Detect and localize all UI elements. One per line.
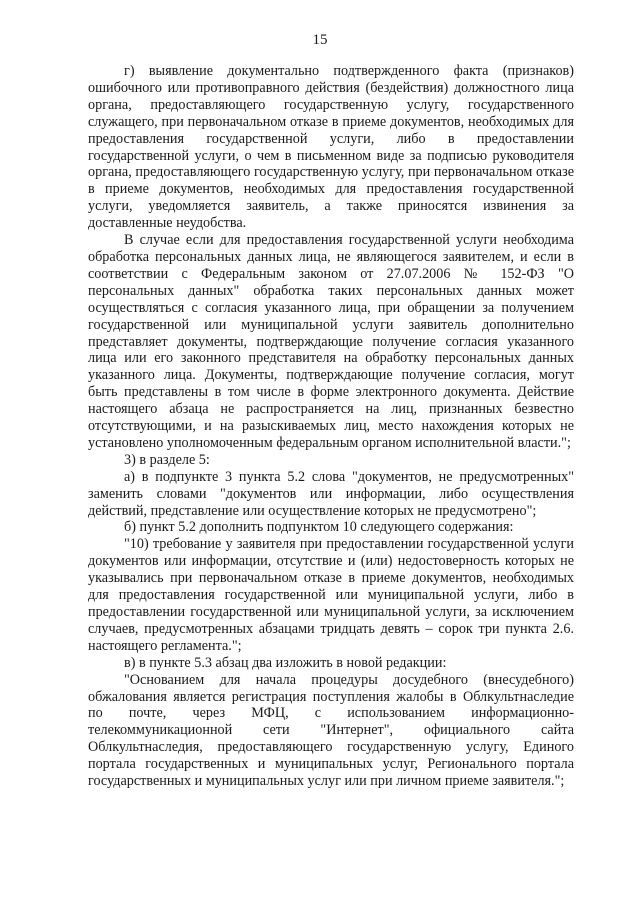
paragraph-item-g: г) выявление документально подтвержденного факта (признаков) ошибочного или противоправного действия (бездействия) должностного лица органа, предоставляющего государственную услугу, государственного служащего, при первоначальном отказе в приеме документов, необходимых для предоставления государственной услуги, либо в предоставлении государственной услуги, о чем в письменном виде за подписью руководителя органа, предоставляющего государственную услугу, при первоначальном отказе в приеме документов, необходимых для предоставления государственной услуги, уведомляется заявитель, а также приносятся извинения за доставленные неудобства. — [88, 63, 574, 232]
page-number: 15 — [312, 32, 328, 48]
paragraph-item-b: б) пункт 5.2 дополнить подпунктом 10 следующего содержания: — [124, 519, 514, 536]
paragraph-personal-data: В случае если для предоставления государственной услуги необходима обработка персональных данных лица, не являющегося заявителем, и если в соответствии с Федеральным законом от 27.07.2006 № 152-ФЗ "О персональных данных" обработка таких персональных данных может осуществляться с согласия указанного лица, при обращении за получением государственной или муниципальной услуги заявитель дополнительно представляет документы, подтверждающие получение согласия указанного лица или его законного представителя на обработку персональных данных указанного лица. Документы, подтверждающие получение согласия, могут быть представлены в том числе в форме электронного документа. Действие настоящего абзаца не распространяется на лиц, признанных безвестно отсутствующими, и на разыскиваемых лиц, место нахождения которых не установлено уполномоченным федеральным органом исполнительной власти."; — [88, 232, 574, 451]
document-body — [88, 63, 574, 790]
paragraph-appeal-basis: "Основанием для начала процедуры досудебного (внесудебного) обжалования является регистрация поступления жалобы в Облкультнаследие по почте, через МФЦ, с использованием информационно-телекоммуникационной сети "Интернет", официального сайта Облкультнаследия, предоставляющего государственную услугу, Единого портала государственных и муниципальных услуг, Регионального портала государственных и муниципальных услуг или при личном приеме заявителя."; — [88, 671, 574, 790]
paragraph-item-v: в) в пункте 5.3 абзац два изложить в новой редакции: — [124, 654, 447, 671]
paragraph-section-5: 3) в разделе 5: — [124, 451, 210, 468]
paragraph-item-a: а) в подпункте 3 пункта 5.2 слова "документов, не предусмотренных" заменить словами "документов или информации, либо осуществления действий, представление или осуществление которых не предусмотрено"; — [88, 468, 574, 519]
paragraph-subitem-10: "10) требование у заявителя при предоставлении государственной услуги документов или информации, отсутствие и (или) недостоверность которых не указывались при первоначальном отказе в приеме документов, необходимых для предоставления государственной или муниципальной услуги, либо в предоставлении государственной или муниципальной услуги, за исключением случаев, предусмотренных абзацами тридцать девять – сорок три пункта 2.6. настоящего регламента."; — [88, 536, 574, 654]
